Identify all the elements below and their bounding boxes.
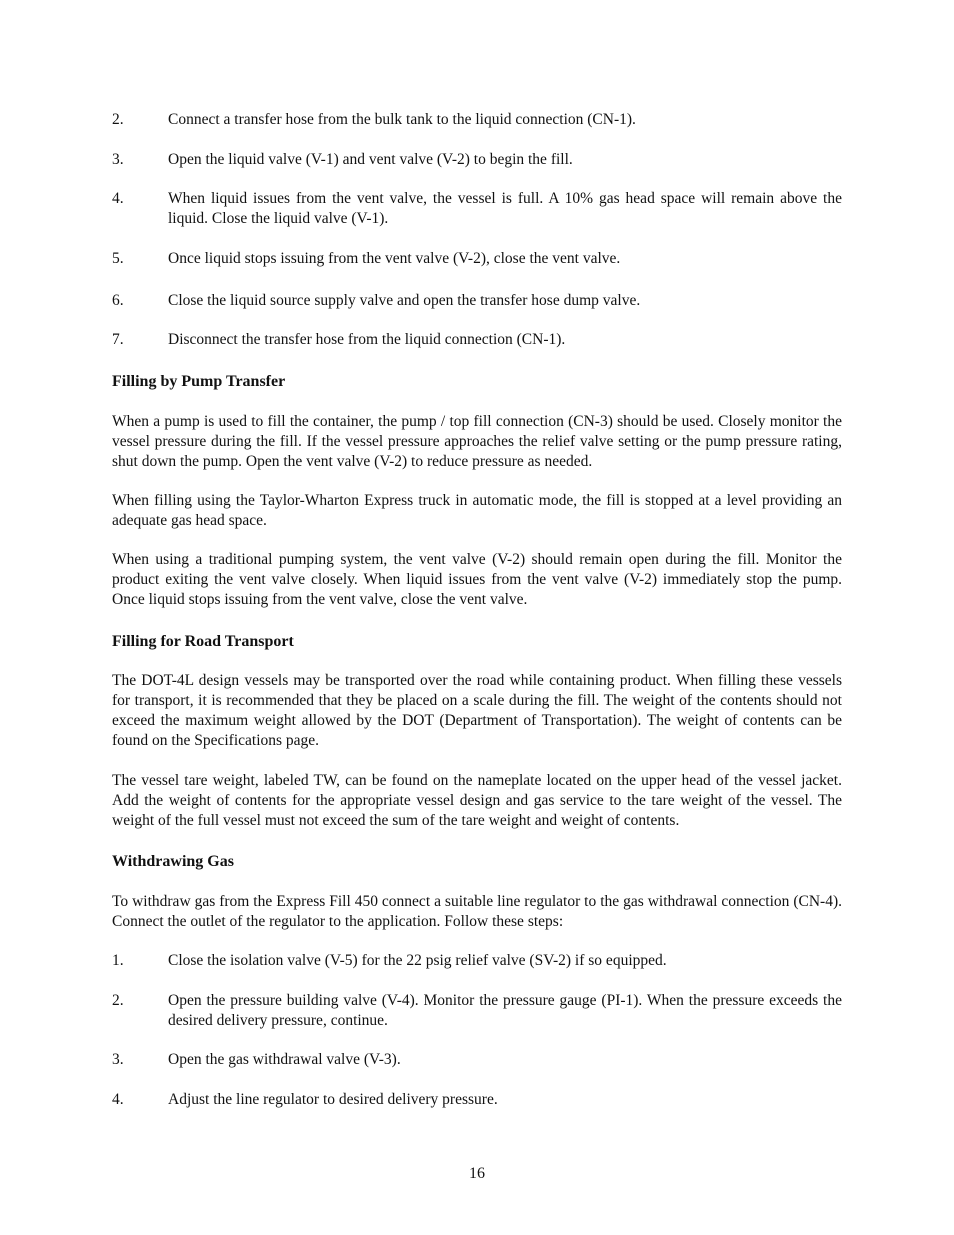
step-text: Connect a transfer hose from the bulk tank to the liquid connection (CN-1). — [168, 111, 636, 128]
list-item — [112, 991, 842, 1031]
list-item — [112, 291, 842, 311]
step-text: Once liquid stops issuing from the vent valve (V-2), close the vent valve. — [168, 250, 621, 267]
list-item — [112, 330, 842, 350]
step-number: 4. — [112, 190, 124, 207]
step-number: 2. — [112, 992, 124, 1009]
step-text: Adjust the line regulator to desired delivery pressure. — [168, 1091, 498, 1108]
paragraph: The vessel tare weight, labeled TW, can be found on the nameplate located on the upper head of the vessel jacket. Add the weight of contents for the appropriate vessel design and gas service to the tare weight of the vessel. The weight of the full vessel must not exceed the sum of the tare weight and weight of contents. — [112, 772, 842, 829]
paragraph: To withdraw gas from the Express Fill 450 connect a suitable line regulator to the gas withdrawal connection (CN-4). Connect the outlet of the regulator to the application. Follow these steps: — [112, 893, 842, 930]
step-text: Open the liquid valve (V-1) and vent valve (V-2) to begin the fill. — [168, 151, 573, 168]
step-number: 5. — [112, 250, 124, 267]
section-heading: Filling for Road Transport — [112, 633, 294, 650]
step-number: 2. — [112, 111, 124, 128]
step-number: 7. — [112, 331, 124, 348]
section-heading: Filling by Pump Transfer — [112, 373, 286, 390]
step-text: Close the liquid source supply valve and open the transfer hose dump valve. — [168, 292, 641, 309]
step-text: Close the isolation valve (V-5) for the 22 psig relief valve (SV-2) if so equipped. — [168, 952, 667, 969]
page-number: 16 — [469, 1165, 485, 1182]
list-item — [112, 110, 842, 130]
step-text: Disconnect the transfer hose from the liquid connection (CN-1). — [168, 331, 566, 348]
list-item — [112, 189, 842, 229]
list-item — [112, 951, 842, 971]
paragraph: The DOT-4L design vessels may be transported over the road while containing product. When filling these vessels for transport, it is recommended that they be placed on a scale during the fill. The weight of the contents should not exceed the maximum weight allowed by the DOT (Department of Transportation). The weight of contents can be found on the Specifications page. — [112, 672, 842, 749]
list-item — [112, 1050, 842, 1070]
list-item — [112, 150, 842, 170]
paragraph: When a pump is used to fill the container, the pump / top fill connection (CN-3) should be used. Closely monitor the vessel pressure during the fill. If the vessel pressure approaches the relief valve setting or the pump pressure rating, shut down the pump. Open the vent valve (V-2) to reduce pressure as needed. — [112, 413, 842, 470]
step-text: When liquid issues from the vent valve, the vessel is full. A 10% gas head space will remain above the liquid. Close the liquid valve (V-1). — [168, 190, 842, 227]
section-heading: Withdrawing Gas — [112, 853, 234, 870]
step-text: Open the pressure building valve (V-4). Monitor the pressure gauge (PI-1). When the pressure exceeds the desired delivery pressure, continue. — [168, 992, 842, 1029]
step-number: 4. — [112, 1091, 124, 1108]
paragraph: When filling using the Taylor-Wharton Express truck in automatic mode, the fill is stopped at a level providing an adequate gas head space. — [112, 492, 842, 529]
step-text: Open the gas withdrawal valve (V-3). — [168, 1051, 401, 1068]
step-number: 1. — [112, 952, 124, 969]
paragraph: When using a traditional pumping system, the vent valve (V-2) should remain open during the fill. Monitor the product exiting the vent valve closely. When liquid issues from the vent valve (V-2) immediately stop the pump. Once liquid stops issuing from the vent valve, close the vent valve. — [112, 551, 842, 608]
step-number: 6. — [112, 292, 124, 309]
list-item — [112, 249, 842, 269]
step-number: 3. — [112, 151, 124, 168]
list-item — [112, 1090, 842, 1110]
step-number: 3. — [112, 1051, 124, 1068]
